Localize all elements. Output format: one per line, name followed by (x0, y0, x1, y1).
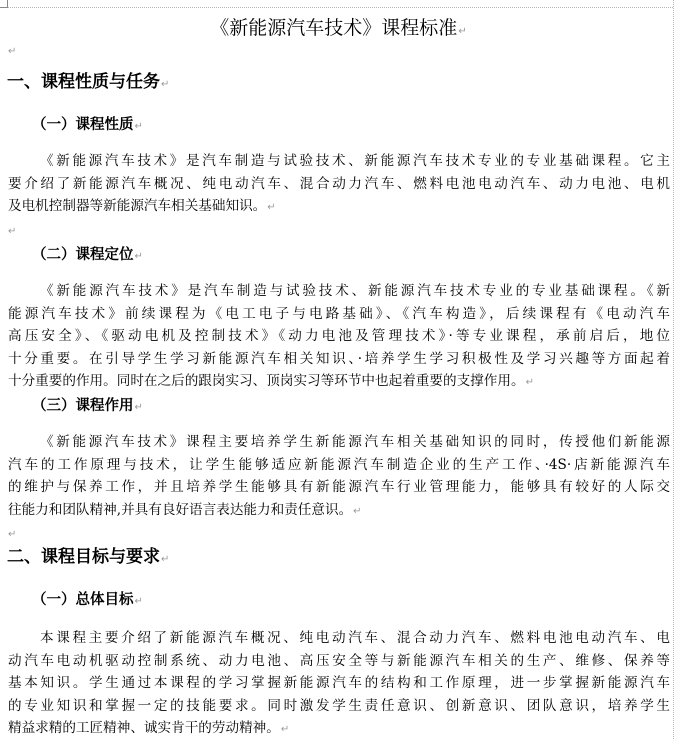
text-line: 基本知识。学生通过本课程的学习掌握新能源汽车的结构和工作原理，进一步掌握新能源汽车 (8, 675, 670, 692)
subsection-heading-course-position: （二）课程定位↵ (32, 246, 143, 263)
paragraph-mark-icon: ↵ (134, 402, 143, 413)
text-line: 本课程主要介绍了新能源汽车概况、纯电动汽车、混合动力汽车、燃料电池电动汽车、电 (40, 630, 670, 646)
paragraph-mark-icon: ↵ (8, 529, 17, 540)
text-line: 《新能源汽车技术》是汽车制造与试验技术、新能源汽车技术专业的专业基础课程。《新 (40, 283, 670, 299)
text-line: 高压安全》、《驱动电机及控制技术》《动力电池及管理技术》·等专业课程，承前启后，地位 (8, 328, 670, 345)
page-boundary-top (0, 7, 673, 8)
crop-mark-horizontal (0, 7, 7, 8)
crop-mark-vertical (7, 0, 8, 8)
text-line: 十分重要的作用。同时在之后的跟岗实习、顶岗实习等环节中也起着重要的支撑作用。↵ (8, 373, 534, 390)
paragraph-course-role (8, 431, 670, 521)
paragraph-mark-icon: ↵ (280, 724, 290, 736)
subsection-heading-overall-goal: （一）总体目标↵ (32, 591, 143, 608)
paragraph-mark-icon: ↵ (134, 121, 143, 132)
subsection-heading-course-nature: （一）课程性质↵ (32, 116, 143, 133)
text-line: 动汽车电动机驱动控制系统、动力电池、高压安全等与新能源汽车相关的生产、维修、保养等 (8, 652, 670, 669)
text-line: 十分重要。在引导学生学习新能源汽车相关知识、·培养学生学习积极性及学习兴趣等方面起着 (8, 350, 670, 367)
page-boundary-right (673, 0, 674, 739)
paragraph-mark-icon: ↵ (267, 202, 276, 214)
paragraph-mark-icon: ↵ (525, 377, 534, 389)
text-line: 能源汽车技术》前续课程为《电工电子与电路基础》、《汽车构造》，后续课程有《电动汽车 (8, 305, 670, 322)
text-line: 精益求精的工匠精神、诚实肯干的劳动精神。↵ (8, 720, 290, 737)
section-heading-course-goals: 二、课程目标与要求↵ (7, 547, 170, 567)
empty-paragraph (7, 527, 16, 542)
text-line: 《新能源汽车技术》是汽车制造与试验技术、新能源汽车技术专业的专业基础课程。它主 (40, 153, 670, 169)
text-line: 汽车的工作原理与技术，让学生能够适应新能源汽车制造企业的生产工作、·4S·店新能源汽车 (8, 456, 670, 473)
document-title: 《新能源汽车技术》课程标准↵ (210, 17, 467, 39)
empty-paragraph (7, 224, 16, 239)
paragraph-course-nature (8, 150, 670, 218)
text-line: 往能力和团队精神,并具有良好语言表达能力和责任意识。↵ (8, 501, 362, 518)
paragraph-mark-icon: ↵ (8, 226, 17, 237)
section-heading-course-nature: 一、课程性质与任务↵ (7, 72, 170, 92)
paragraph-mark-icon: ↵ (353, 505, 362, 517)
paragraph-mark-icon: ↵ (458, 26, 467, 37)
paragraph-overall-goal (8, 627, 670, 740)
paragraph-mark-icon: ↵ (8, 46, 17, 57)
text-line: 要介绍了新能源汽车概况、纯电动汽车、混合动力汽车、燃料电池电动汽车、动力电池、电机 (8, 175, 670, 192)
paragraph-mark-icon: ↵ (161, 79, 170, 90)
paragraph-mark-icon: ↵ (134, 596, 143, 607)
paragraph-mark-icon: ↵ (134, 251, 143, 262)
empty-paragraph (7, 44, 16, 59)
subsection-heading-course-role: （三）课程作用↵ (32, 397, 143, 414)
paragraph-mark-icon: ↵ (161, 554, 170, 565)
text-line: 的维护与保养工作，并且培养学生能够具有新能源汽车行业管理能力，能够具有较好的人际交 (8, 479, 670, 496)
text-line: 《新能源汽车技术》课程主要培养学生新能源汽车相关基础知识的同时，传授他们新能源 (40, 434, 670, 450)
paragraph-course-position (8, 280, 670, 393)
text-line: 及电机控制器等新能源汽车相关基础知识。↵ (8, 198, 276, 215)
text-line: 的专业知识和掌握一定的技能要求。同时激发学生责任意识、创新意识、团队意识，培养学生 (8, 697, 670, 714)
